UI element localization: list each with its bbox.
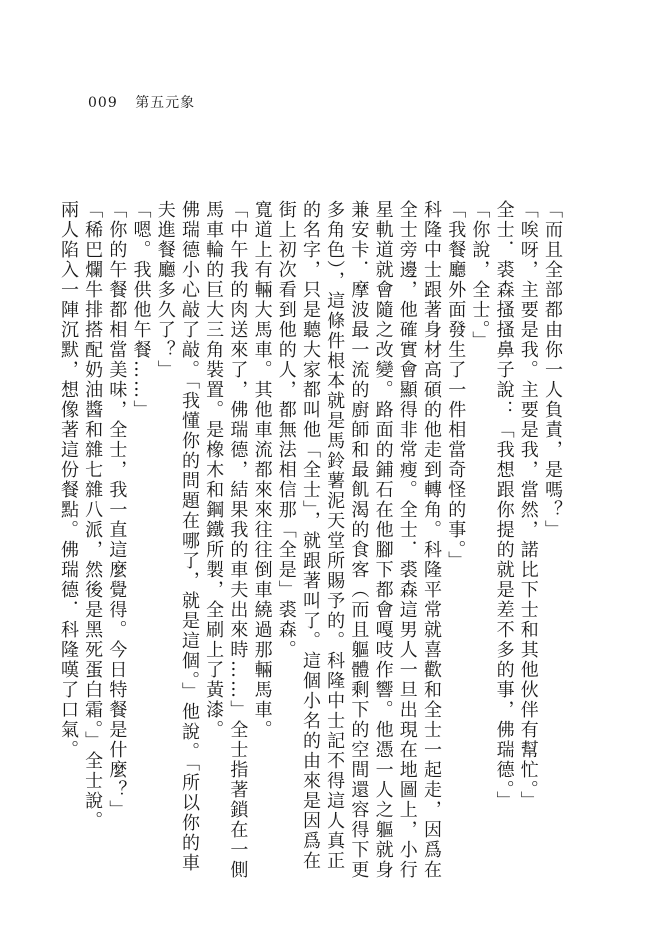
paragraph: 「唉呀，主要是我。主要是我，當然，諾比下士和其他伙伴有幫忙。」 [517,200,539,811]
running-title: 第五元象 [135,95,196,111]
paragraph: 「你的午餐都相當美味，全士，我一直這麼覺得。今日特餐是什麼？」 [106,200,128,820]
paragraph: 「我餐廳外面發生了一件相當奇怪的事。」 [445,200,467,571]
body-text [57,200,564,880]
paragraph: 「你說，全士。」 [469,200,491,351]
paragraph: 「嗯。我供他午餐……」 [130,200,152,420]
paragraph: 寬道上有輛大馬車。其他車流都來來往往倒車繞過那輛馬車。 [251,200,273,740]
paragraph: 「稀巴爛牛排搭配奶油醬和雜七雜八派，然後是黑死蛋白霜。」全士說。 [82,200,104,831]
running-header [88,92,195,112]
paragraph: 佛瑞德小心敲了敲。「我懂你的問題在哪了，就是這個。」他說。「所以你的車夫進餐廳多久了？」 [154,200,200,873]
paragraph: 全士．裘森搔搔鼻子說：「我想跟你提的就是差不多的事，佛瑞德。」 [493,200,515,811]
paragraph: 兩人陷入一陣沉默，想像著這份餐點。佛瑞德．科隆嘆了口氣。 [57,200,79,760]
paragraph: 「中午我的肉送來了，佛瑞德，結果我的車夫出來時……」全士指著鎖在一側馬車輪的巨大三角裝置。是橡木和鋼鐵所製，全刷上了黃漆。 [203,200,249,880]
paragraph: 「而且全部都由你一人負責，是嗎？」 [542,200,563,540]
paragraph: 科隆中士跟著身材高碩的他走到轉角。科隆平常就喜歡和全士一起走，因爲在全士旁邊，他確實會顯得非常瘦。全士．裘森這男人一旦出現在地圖上，小行星軌道就會隨之改變。路面的鋪石在他腳下都會嘎吱作響。他憑一人之軀就身兼安卡．摩波最一流的廚師和最飢渴的食客（而且軀體剩下的空間還容得下更多角色），這條件根本就是馬鈴薯泥天堂所賜予的。科隆中士記不得這人真正的名字，只是聽大家都叫他「全士」，就跟著叫了。這個小名的由來是因爲在街上初次看到他的人，都無法相信那「全是」裘森。 [275,200,442,880]
page-number: 009 [88,95,118,111]
